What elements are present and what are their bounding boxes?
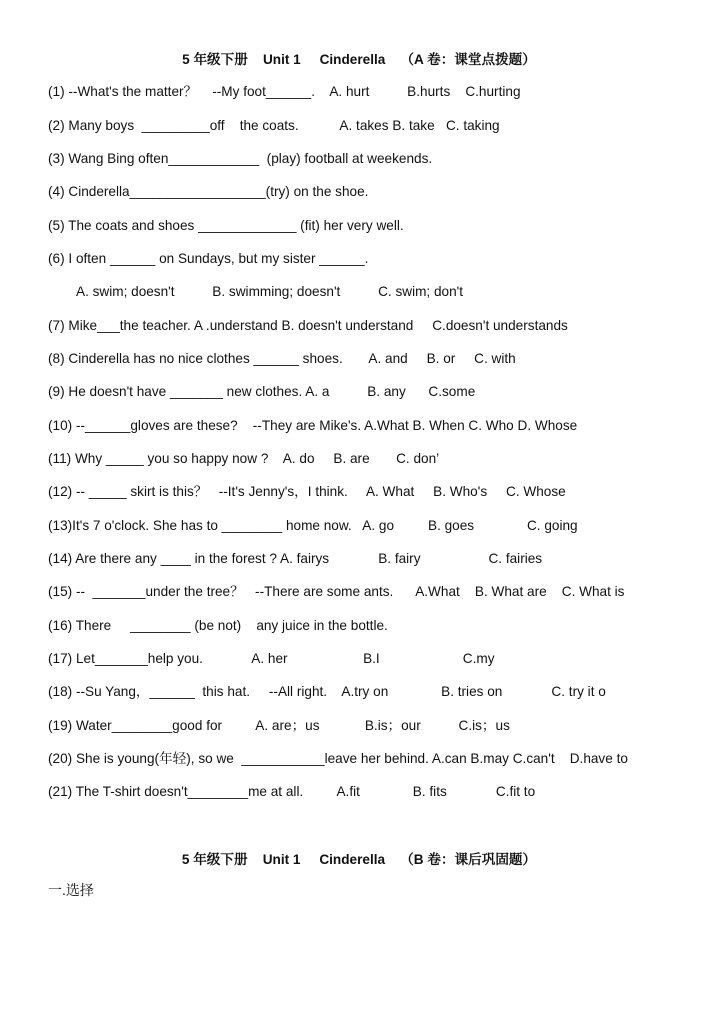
- worksheet-title-b: 5 年级下册 Unit 1 Cinderella （B 卷：课后巩固题）: [181, 852, 537, 867]
- question-4: (4) Cinderella__________________(try) on the shoe.: [48, 184, 369, 199]
- question-12: (12) -- _____ skirt is this？ --It's Jenny's，I think. A. What B. Who's C. Whose: [48, 484, 566, 499]
- question-17: (17) Let_______help you. A. her B.I C.my: [48, 651, 495, 666]
- question-10: (10) --______gloves are these? --They are Mike's. A.What B. When C. Who D. Whose: [48, 418, 578, 433]
- question-6: (6) I often ______ on Sundays, but my sister ______.: [48, 251, 369, 266]
- question-3: (3) Wang Bing often____________ (play) football at weekends.: [48, 151, 433, 166]
- question-19: (19) Water________good for A. are；us B.is；our C.is；us: [48, 718, 510, 733]
- section-one-label: 一.选择: [48, 882, 94, 898]
- question-20: (20) She is young(年轻), so we ___________leave her behind. A.can B.may C.can't D.have to: [48, 751, 628, 766]
- question-9: (9) He doesn't have _______ new clothes. A. a B. any C.some: [48, 384, 476, 399]
- question-6-options: A. swim; doesn't B. swimming; doesn't C. swim; don't: [76, 284, 464, 299]
- worksheet-title-a: 5 年级下册 Unit 1 Cinderella （A 卷：课堂点拨题）: [182, 52, 536, 67]
- question-13: (13)It's 7 o'clock. She has to ________ home now. A. go B. goes C. going: [48, 518, 578, 533]
- question-21: (21) The T-shirt doesn't________me at all. A.fit B. fits C.fit to: [48, 784, 536, 799]
- question-18: (18) --Su Yang，______ this hat. --All right. A.try on B. tries on C. try it o: [48, 684, 606, 699]
- question-15: (15) -- _______under the tree？ --There are some ants. A.What B. What are C. What is: [48, 584, 625, 599]
- question-8: (8) Cinderella has no nice clothes ______ shoes. A. and B. or C. with: [48, 351, 516, 366]
- question-7: (7) Mike___the teacher. A .understand B. doesn't understand C.doesn't understands: [48, 318, 568, 333]
- question-1: (1) --What's the matter？ --My foot______. A. hurt B.hurts C.hurting: [48, 84, 521, 99]
- question-2: (2) Many boys _________off the coats. A. takes B. take C. taking: [48, 118, 500, 133]
- question-16: (16) There ________ (be not) any juice in the bottle.: [48, 618, 388, 633]
- question-11: (11) Why _____ you so happy now ? A. do B. are C. don’: [48, 451, 440, 466]
- question-14: (14) Are there any ____ in the forest ? A. fairys B. fairy C. fairies: [48, 551, 543, 566]
- question-5: (5) The coats and shoes _____________ (fit) her very well.: [48, 218, 404, 233]
